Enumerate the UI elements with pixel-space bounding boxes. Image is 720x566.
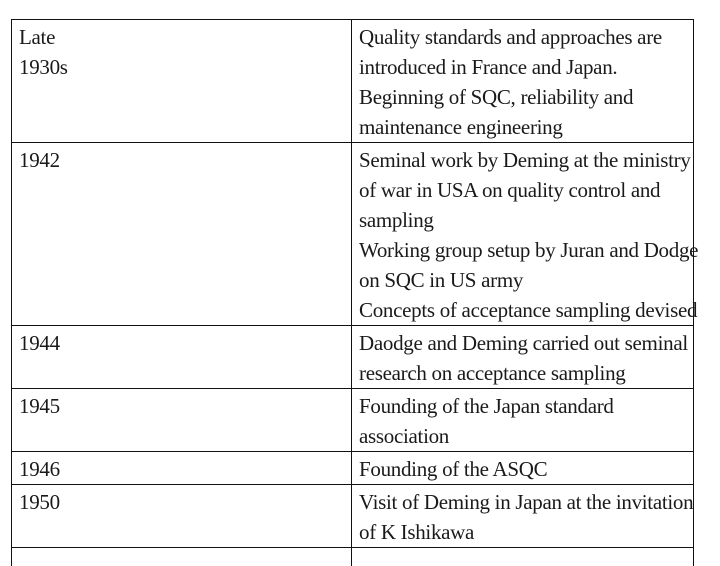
period-cell — [12, 452, 352, 485]
event-cell — [352, 20, 694, 143]
event-cell — [352, 143, 694, 326]
period-cell — [12, 389, 352, 452]
event-text: of K Ishikawa — [359, 517, 687, 547]
event-text: on SQC in US army — [359, 265, 687, 295]
period-text: Late — [19, 22, 345, 52]
period-text: 1942 — [19, 145, 345, 175]
event-text: Founding of the Japan standard — [359, 391, 687, 421]
period-cell — [12, 326, 352, 389]
event-text: of war in USA on quality control and — [359, 175, 687, 205]
event-text: Visit of Deming in Japan at the invitation — [359, 487, 687, 517]
event-text: Concepts of acceptance sampling devised — [359, 295, 687, 325]
period-cell — [12, 20, 352, 143]
event-text: maintenance engineering — [359, 112, 687, 142]
event-text: research on acceptance sampling — [359, 358, 687, 388]
event-cell — [352, 548, 694, 566]
period-text: 1944 — [19, 328, 345, 358]
period-cell — [12, 143, 352, 326]
event-text: Quality standards and approaches are — [359, 22, 687, 52]
event-cell — [352, 326, 694, 389]
period-text: 1950 — [19, 487, 345, 517]
table-row — [12, 485, 694, 548]
event-text: Founding of the ASQC — [359, 454, 687, 484]
event-text: Working group setup by Juran and Dodge — [359, 235, 687, 265]
table-row — [12, 389, 694, 452]
event-text: Daodge and Deming carried out seminal — [359, 328, 687, 358]
quality-history-table — [11, 19, 694, 566]
table-row — [12, 143, 694, 326]
table-row — [12, 20, 694, 143]
period-text: 1930s — [19, 52, 345, 82]
event-text: Seminal work by Deming at the ministry — [359, 145, 687, 175]
event-text: association — [359, 421, 687, 451]
table-row — [12, 326, 694, 389]
period-cell — [12, 548, 352, 566]
event-cell — [352, 389, 694, 452]
period-cell — [12, 485, 352, 548]
event-text: sampling — [359, 205, 687, 235]
table-row-partial — [12, 548, 694, 566]
table-row — [12, 452, 694, 485]
period-text: 1946 — [19, 454, 345, 484]
event-text: Beginning of SQC, reliability and — [359, 82, 687, 112]
event-text: introduced in France and Japan. — [359, 52, 687, 82]
event-cell — [352, 452, 694, 485]
event-cell — [352, 485, 694, 548]
period-text: 1945 — [19, 391, 345, 421]
